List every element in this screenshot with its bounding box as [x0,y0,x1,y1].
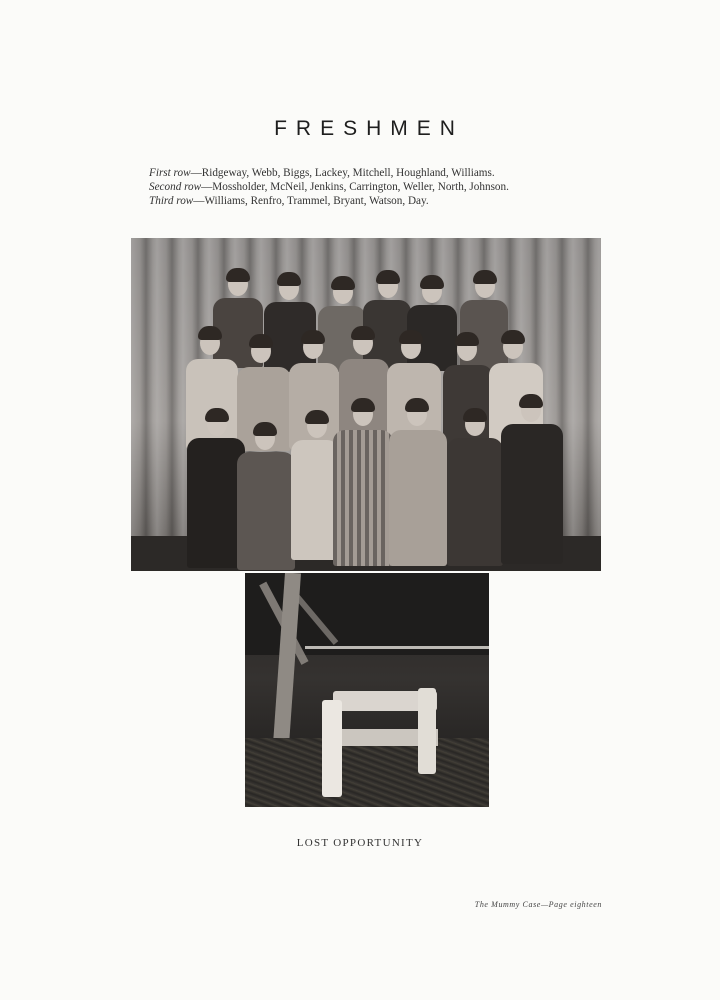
caption-row-label: First row [149,167,191,179]
bench-photo [245,573,489,807]
caption-row-label: Third row [149,195,194,207]
photo-caption: LOST OPPORTUNITY [296,837,424,849]
page-title: FRESHMEN [274,117,464,140]
caption-row-names: —Ridgeway, Webb, Biggs, Lackey, Mitchell, Houghland, Williams. [190,167,495,179]
class-group-photo [131,238,601,571]
caption-row-first [149,166,599,180]
horizon-line [305,646,489,649]
page-footer: The Mummy Case—Page eighteen [474,900,602,909]
bench-side-left [322,700,342,797]
caption-row-label: Second row [149,181,202,193]
caption-row-names: —Mossholder, McNeil, Jenkins, Carrington, Weller, North, Johnson. [201,181,509,193]
bench-side-right [418,688,436,774]
ground [245,738,489,807]
caption-row-names: —Williams, Renfro, Trammel, Bryant, Watson, Day. [193,195,429,207]
caption-row-second [149,180,599,194]
caption-row-third [149,194,599,208]
names-caption [149,166,599,208]
